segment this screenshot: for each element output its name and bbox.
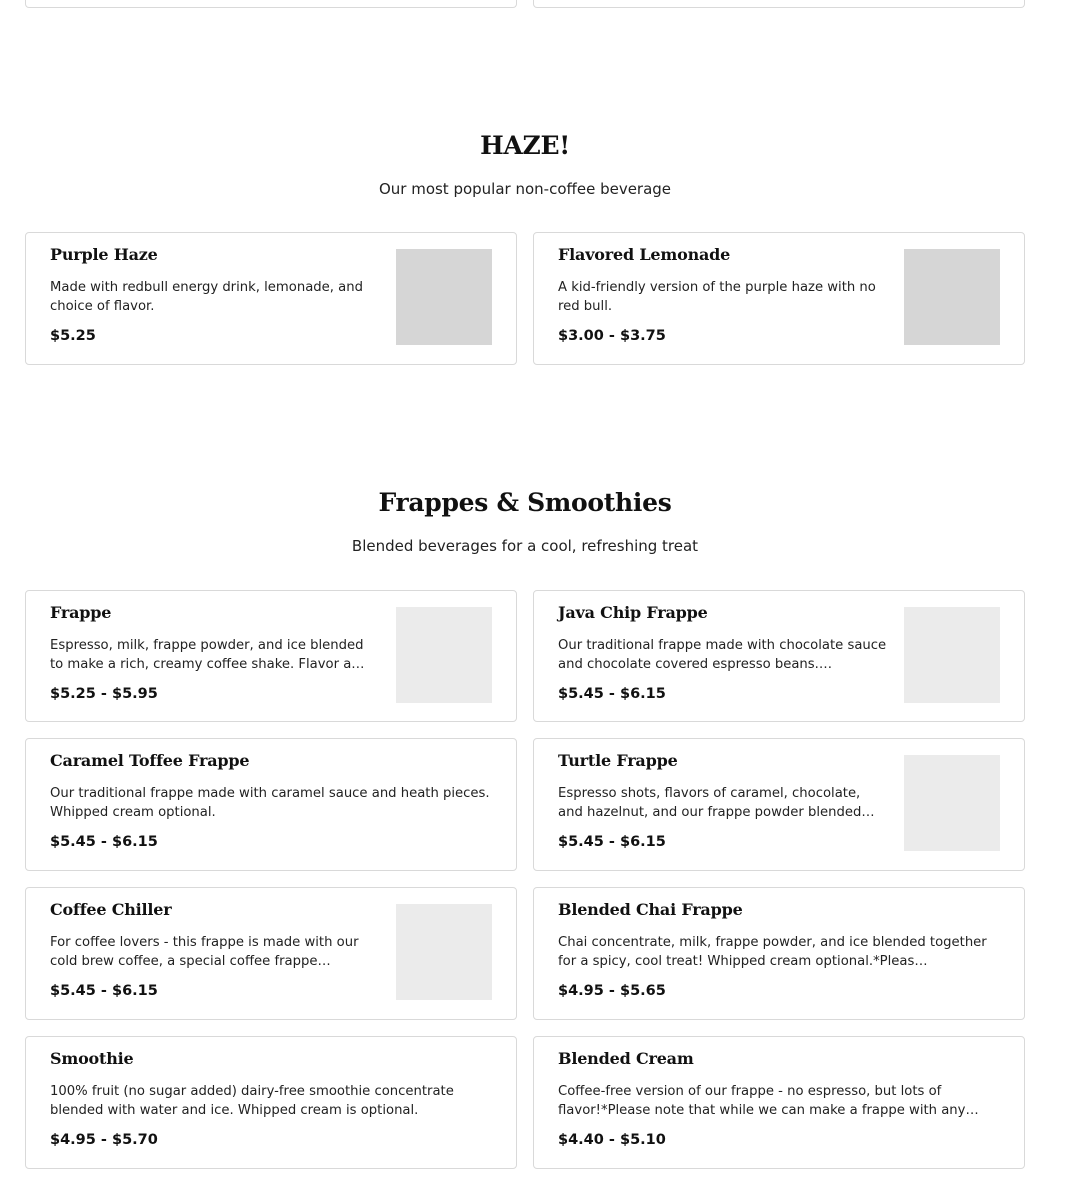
menu-item-name: Blended Cream bbox=[558, 1049, 694, 1068]
menu-item-description: Made with redbull energy drink, lemonade, and choice of flavor. bbox=[50, 280, 363, 314]
menu-item-image bbox=[396, 249, 492, 345]
menu-item-price: $5.25 bbox=[50, 328, 96, 344]
menu-item-price: $3.00 - $3.75 bbox=[558, 328, 666, 344]
menu-item-description: 100% fruit (no sugar added) dairy-free smoothie concentrate blended with water and ice. Whipped cream is optional. bbox=[50, 1084, 454, 1118]
menu-item-name: Flavored Lemonade bbox=[558, 245, 731, 264]
menu-item-description: Our traditional frappe made with caramel sauce and heath pieces. Whipped cream optional. bbox=[50, 786, 490, 820]
section-title-haze: HAZE! bbox=[480, 131, 570, 160]
menu-item-card-blended-cream[interactable] bbox=[533, 1036, 1025, 1169]
menu-item-description: Coffee-free version of our frappe - no espresso, but lots of flavor!*Please note that while we can make a frappe with any… bbox=[558, 1084, 979, 1118]
menu-item-price: $4.95 - $5.70 bbox=[50, 1132, 158, 1148]
menu-item-card-frappe[interactable] bbox=[25, 590, 517, 722]
menu-item-image bbox=[904, 607, 1000, 703]
menu-item-description: A kid-friendly version of the purple haze with no red bull. bbox=[558, 280, 876, 314]
menu-item-description: Espresso shots, flavors of caramel, chocolate, and hazelnut, and our frappe powder blended… bbox=[558, 786, 875, 820]
menu-item-description: Chai concentrate, milk, frappe powder, and ice blended together for a spicy, cool treat! Whipped cream optional.*Pleas… bbox=[558, 935, 987, 969]
menu-item-name: Blended Chai Frappe bbox=[558, 900, 743, 919]
section-title-frappes-smoothies: Frappes & Smoothies bbox=[378, 488, 672, 517]
menu-item-description: Espresso, milk, frappe powder, and ice blended to make a rich, creamy coffee shake. Flavor a… bbox=[50, 638, 365, 672]
menu-item-name: Purple Haze bbox=[50, 245, 158, 264]
menu-item-card-caramel-toffee-frappe[interactable] bbox=[25, 738, 517, 871]
menu-item-card-coffee-chiller[interactable] bbox=[25, 887, 517, 1020]
menu-item-image bbox=[904, 755, 1000, 851]
menu-item-card-turtle-frappe[interactable] bbox=[533, 738, 1025, 871]
section-subtitle-haze: Our most popular non-coffee beverage bbox=[378, 180, 672, 198]
menu-item-name: Turtle Frappe bbox=[558, 751, 678, 770]
menu-item-price: $5.45 - $6.15 bbox=[50, 834, 158, 850]
menu-item-name: Coffee Chiller bbox=[50, 900, 172, 919]
menu-item-price: $5.45 - $6.15 bbox=[558, 834, 666, 850]
section-subtitle-frappes-smoothies: Blended beverages for a cool, refreshing treat bbox=[351, 537, 699, 555]
menu-item-name: Frappe bbox=[50, 603, 112, 622]
menu-item-name: Java Chip Frappe bbox=[558, 603, 708, 622]
menu-item-description: Our traditional frappe made with chocolate sauce and chocolate covered espresso beans.… bbox=[558, 638, 887, 672]
menu-item-price: $4.40 - $5.10 bbox=[558, 1132, 666, 1148]
menu-item-card-java-chip-frappe[interactable] bbox=[533, 590, 1025, 722]
menu-item-price: $5.25 - $5.95 bbox=[50, 686, 158, 702]
previous-menu-item-card-left[interactable] bbox=[25, 0, 517, 8]
menu-item-price: $5.45 - $6.15 bbox=[558, 686, 666, 702]
menu-item-description: For coffee lovers - this frappe is made with our cold brew coffee, a special coffee frappe… bbox=[50, 935, 359, 969]
menu-item-price: $5.45 - $6.15 bbox=[50, 983, 158, 999]
menu-item-card-smoothie[interactable] bbox=[25, 1036, 517, 1169]
menu-item-card-flavored-lemonade[interactable] bbox=[533, 232, 1025, 365]
menu-item-card-blended-chai-frappe[interactable] bbox=[533, 887, 1025, 1020]
menu-item-name: Smoothie bbox=[50, 1049, 134, 1068]
menu-item-name: Caramel Toffee Frappe bbox=[50, 751, 250, 770]
previous-menu-item-card-right[interactable] bbox=[533, 0, 1025, 8]
menu-item-image bbox=[396, 904, 492, 1000]
menu-item-price: $4.95 - $5.65 bbox=[558, 983, 666, 999]
menu-item-image bbox=[396, 607, 492, 703]
menu-item-image bbox=[904, 249, 1000, 345]
menu-item-card-purple-haze[interactable] bbox=[25, 232, 517, 365]
